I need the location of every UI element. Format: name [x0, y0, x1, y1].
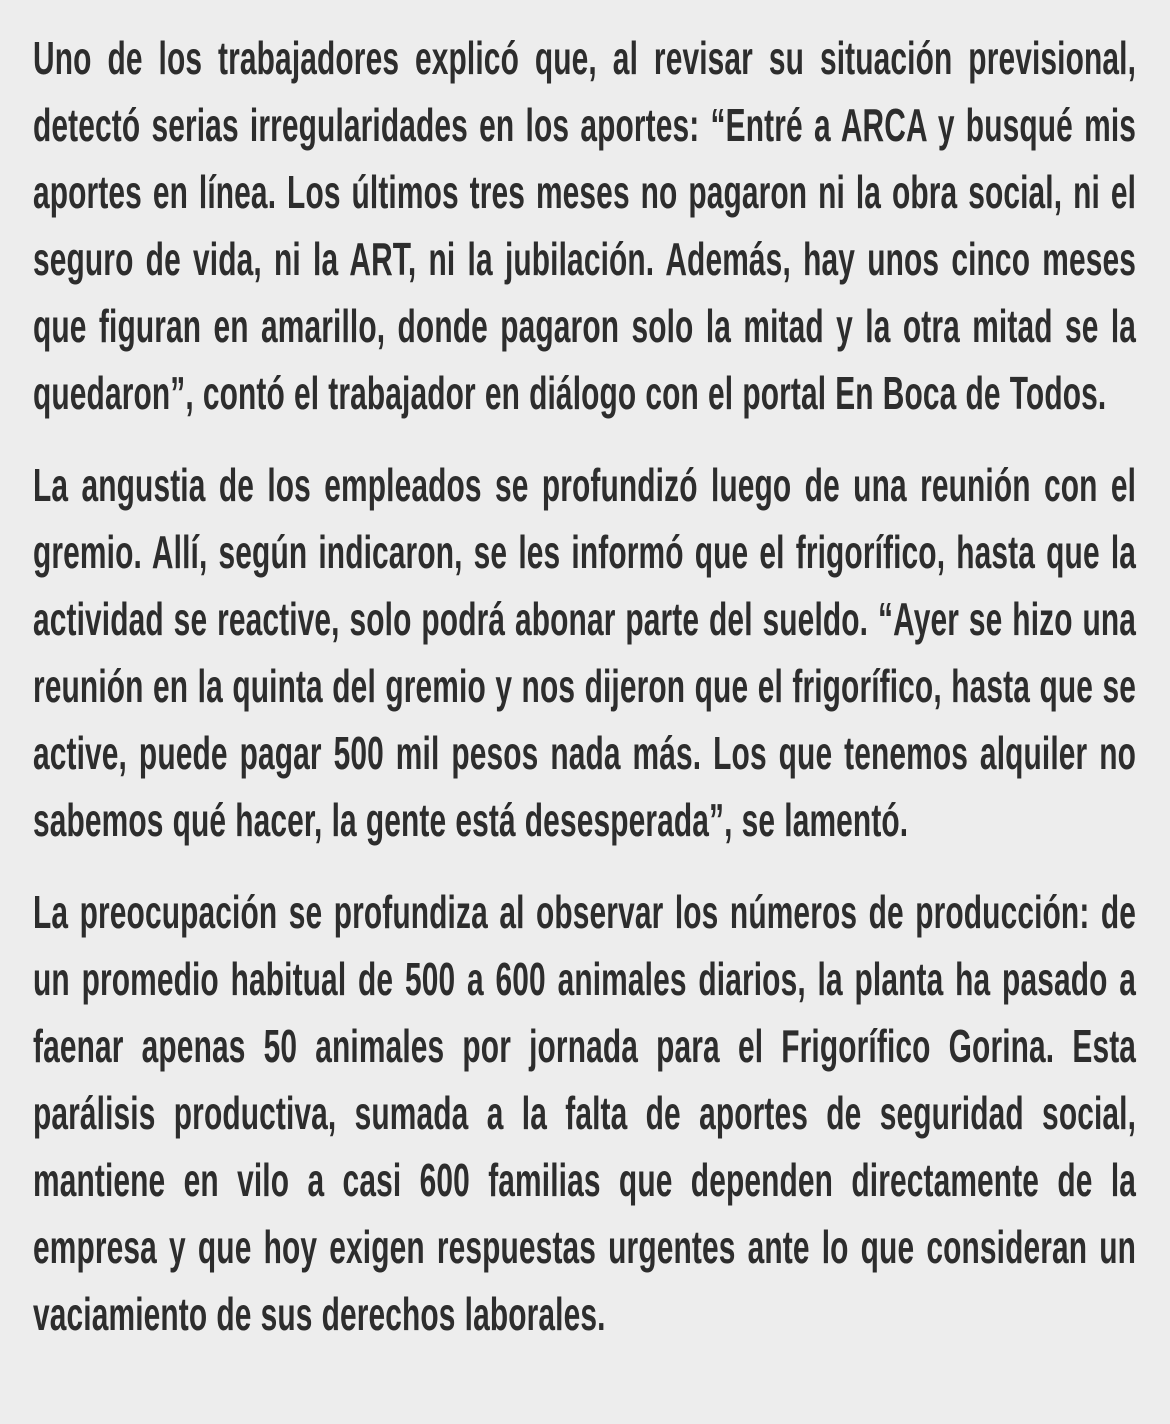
article-text-column — [33, 25, 1136, 1348]
paragraph-union-meeting: La angustia de los empleados se profundizó luego de una reunión con el gremio. Allí, según indicaron, se les informó que el frigorífico, hasta que la actividad se reactive, solo podrá abonar parte del sueldo. “Ayer se hizo una reunión en la quinta del gremio y nos dijeron que el frigorífico, hasta que se active, puede pagar 500 mil pesos nada más. Los que tenemos alquiler no sabemos qué hacer, la gente está desesperada”, se lamentó. — [33, 459, 1137, 846]
paragraph-worker-quote-arca: Uno de los trabajadores explicó que, al revisar su situación previsional, detectó serias irregularidades en los aportes: “Entré a ARCA y busqué mis aportes en línea. Los últimos tres meses no pagaron ni la obra social, ni el seguro de vida, ni la ART, ni la jubilación. Además, hay unos cinco meses que figuran en amarillo, donde pagaron solo la mitad y la otra mitad se la quedaron”, contó el trabajador en diálogo con el portal En Boca de Todos. — [33, 32, 1137, 419]
paragraph-production-numbers: La preocupación se profundiza al observar los números de producción: de un promedio habitual de 500 a 600 animales diarios, la planta ha pasado a faenar apenas 50 animales por jornada para el Frigorífico Gorina. Esta parálisis productiva, sumada a la falta de aportes de seguridad social, mantiene en vilo a casi 600 familias que dependen directamente de la empresa y que hoy exigen respuestas urgentes ante lo que consideran un vaciamiento de sus derechos laborales. — [33, 886, 1137, 1340]
